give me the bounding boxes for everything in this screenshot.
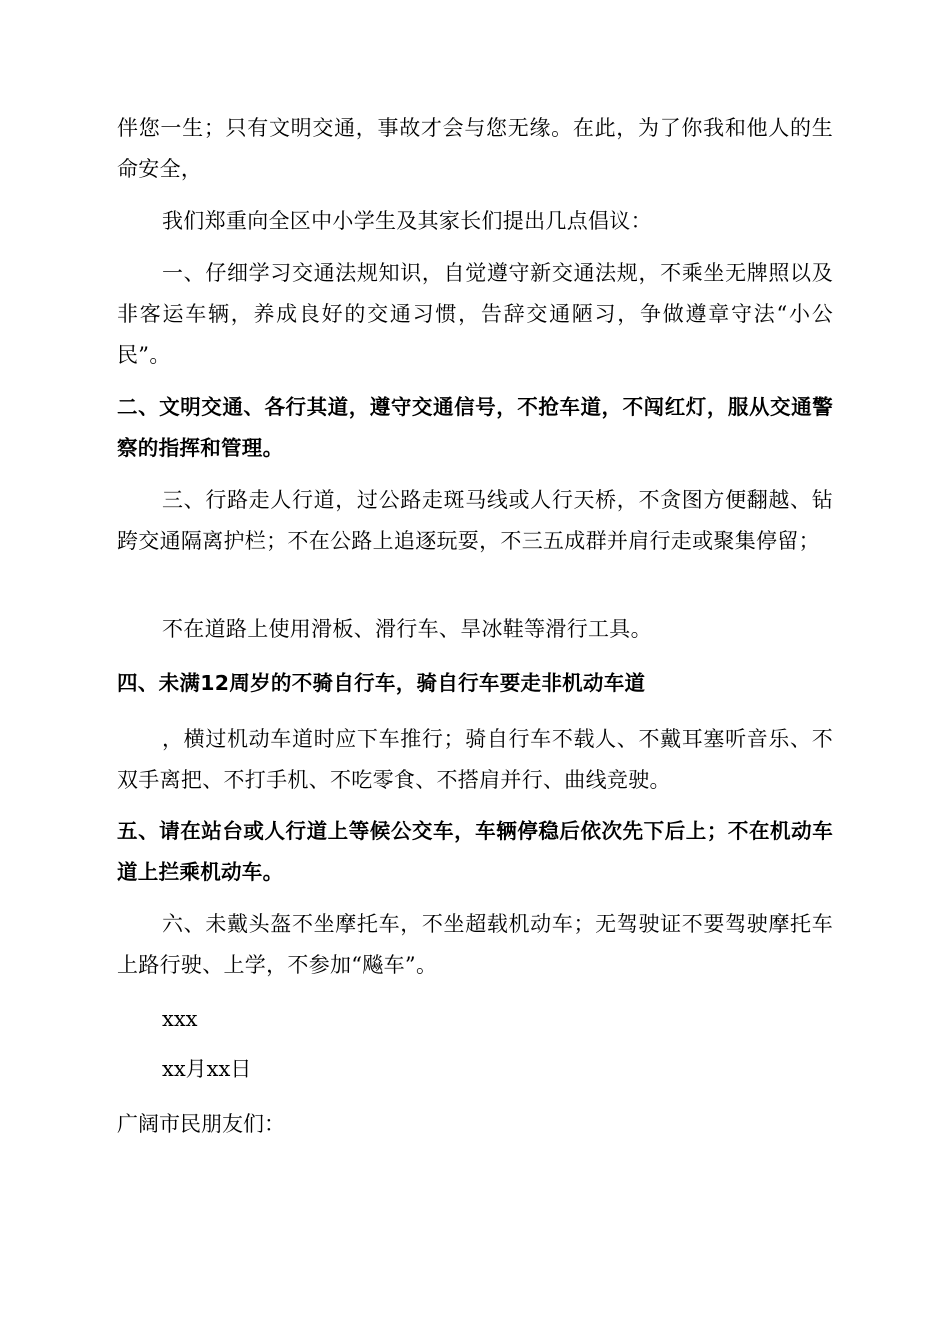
date: xx月xx日 xyxy=(162,1057,252,1081)
paragraph-item-3: 三、行路走人行道，过公路走斑马线或人行天桥，不贪图方便翻越、钻跨交通隔离护栏；不在公路上追逐玩耍，不三五成群并肩行走或聚集停留； xyxy=(117,488,833,553)
paragraph-item-4: ，横过机动车道时应下车推行；骑自行车不载人、不戴耳塞听音乐、不双手离把、不打手机、不吃零食、不搭肩并行、曲线竞驶。 xyxy=(117,727,833,792)
paragraph-item-3-continued: 不在道路上使用滑板、滑行车、旱冰鞋等滑行工具。 xyxy=(162,617,652,641)
paragraph-proposal-intro: 我们郑重向全区中小学生及其家长们提出几点倡议： xyxy=(162,209,652,233)
paragraph-item-2: 二、文明交通、各行其道，遵守交通信号，不抢车道，不闯红灯，服从交通警察的指挥和管理。 xyxy=(117,395,833,460)
greeting: 广阔市民朋友们： xyxy=(117,1112,285,1136)
paragraph-intro-continued: 伴您一生；只有文明交通，事故才会与您无缘。在此，为了你我和他人的生命安全， xyxy=(117,116,833,181)
signature: xxx xyxy=(162,1007,198,1031)
paragraph-item-4-heading: 四、未满12周岁的不骑自行车，骑自行车要走非机动车道 xyxy=(117,671,646,695)
paragraph-item-5: 五、请在站台或人行道上等候公交车，车辆停稳后依次先下后上；不在机动车道上拦乘机动车。 xyxy=(117,819,833,884)
paragraph-item-1: 一、仔细学习交通法规知识，自觉遵守新交通法规，不乘坐无牌照以及非客运车辆，养成良好的交通习惯，告辞交通陋习，争做遵章守法“小公民”。 xyxy=(117,261,833,367)
paragraph-item-6: 六、未戴头盔不坐摩托车，不坐超载机动车；无驾驶证不要驾驶摩托车上路行驶、上学，不参加“飚车”。 xyxy=(117,912,833,977)
